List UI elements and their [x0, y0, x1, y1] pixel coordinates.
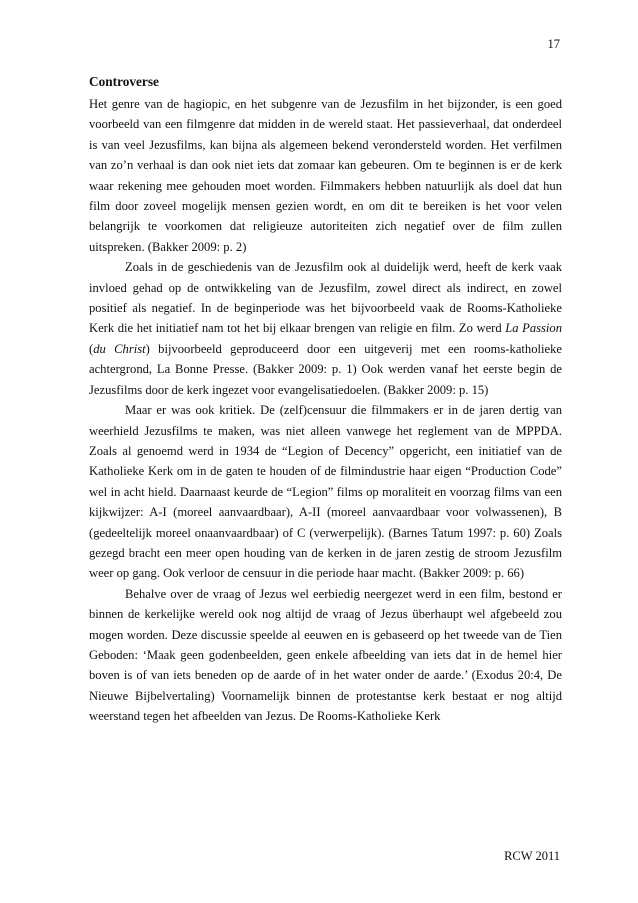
- paragraph-text: Het genre van de hagiopic, en het subgenre van de Jezusfilm in het bijzonder, is een goed voorbeeld van een filmgenre dat midden in de wereld staat. Het passieverhaal, dat onderdeel is van veel Jezusfilms, kan bijna als algemeen bekend verondersteld worden. Het verfilmen van zo’n verhaal is dan ook niet iets dat zomaar kan gebeuren. Om te beginnen is er de kerk waar rekening mee gehouden moet worden. Filmmakers hebben natuurlijk als doel dat hun film door zoveel mogelijk mensen gezien wordt, en om dit te bereiken is het voor velen belangrijk te voorkomen dat religieuze autoriteiten zich negatief over de film zullen uitspreken. (Bakker 2009: p. 2): [89, 97, 562, 254]
- page-content: [89, 72, 562, 727]
- paragraph-text: ) bijvoorbeeld geproduceerd door een uitgeverij met een rooms-katholieke achtergrond, La Bonne Presse. (Bakker 2009: p. 1) Ook werden vanaf het eerste begin de Jezusfilms door de kerk ingezet voor evangelisatiedoelen. (Bakker 2009: p. 15): [89, 341, 562, 397]
- page-footer: RCW 2011: [504, 849, 560, 863]
- italic-title: La Passion: [505, 321, 563, 336]
- page-number: 17: [547, 37, 560, 51]
- paragraph-text: (: [89, 341, 94, 356]
- paragraph-text: Zoals in de geschiedenis van de Jezusfilm ook al duidelijk werd, heeft de kerk vaak invloed gehad op de ontwikkeling van de Jezusfilm, zowel direct als indirect, en zowel positief als negatief. In de beginperiode was het bijvoorbeeld vaak de Rooms-Katholieke Kerk die het initiatief nam tot het bij elkaar brengen van religie en film. Zo werd: [89, 260, 562, 336]
- paragraph-text: Maar er was ook kritiek. De (zelf)censuur die filmmakers er in de jaren dertig van weerhield Jezusfilms te maken, was niet alleen vanwege het reglement van de MPPDA. Zoals al genoemd werd in 1934 de “Legion of Decency” opgericht, een initiatief van de Katholieke Kerk om in de gaten te houden of de filmindustrie haar eigen “Production Code” wel in acht hield. Daarnaast keurde de “Legion” films op moraliteit en voorzag films van een kijkwijzer: A-I (moreel aanvaardbaar), A-II (moreel aanvaardbaar voor volwassenen), B (gedeeltelijk moreel onaanvaardbaar) of C (verwerpelijk). (Barnes Tatum 1997: p. 60) Zoals gezegd bracht een meer open houding van de kerken in de jaren zestig de stroom Jezusfilm weer op gang. Ook verloor de censuur in die periode haar macht. (Bakker 2009: p. 66): [89, 403, 562, 581]
- body-text: [89, 94, 562, 727]
- paragraph: [89, 94, 562, 257]
- paragraph: [89, 257, 562, 400]
- paragraph: [89, 400, 562, 584]
- italic-title: du Christ: [93, 341, 146, 356]
- paragraph: [89, 584, 562, 727]
- section-heading: Controverse: [89, 74, 159, 89]
- paragraph-text: Behalve over de vraag of Jezus wel eerbiedig neergezet werd in een film, bestond er binnen de kerkelijke wereld ook nog altijd de vraag of Jezus überhaupt wel afgebeeld zou mogen worden. Deze discussie speelde al eeuwen en is gebaseerd op het tweede van de Tien Geboden: ‘Maak geen godenbeelden, geen enkele afbeelding van iets dat in de hemel hier boven is of van iets beneden op de aarde of in het water onder de aarde.’ (Exodus 20:4, De Nieuwe Bijbelvertaling) Voornamelijk binnen de protestantse kerk bestaat er nog altijd weerstand tegen het afbeelden van Jezus. De Rooms-Katholieke Kerk: [89, 586, 562, 724]
